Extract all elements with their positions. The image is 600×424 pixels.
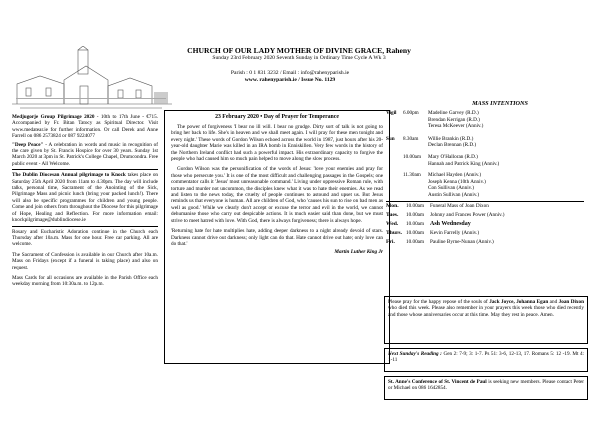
- mass-intention-name: Brendan Kerrigan (R.D.): [428, 116, 480, 123]
- mass-intention-row: [386, 192, 584, 199]
- mass-intention-name: Declan Brennan (R.D.): [428, 142, 477, 149]
- repose-names: Jack Joyce, Johanna Egan: [489, 299, 549, 305]
- page-title: CHURCH OF OUR LADY MOTHER OF DIVINE GRACE, Raheny: [187, 46, 411, 55]
- mass-intention-name: Ash Wednesday: [430, 221, 471, 227]
- medjugorje-notice: [12, 114, 158, 140]
- mass-intention-name: Joseph Kenna (10th Anniv.): [428, 178, 486, 185]
- mass-intention-name: Hannah and Patrick King (Anniv.): [428, 160, 500, 167]
- medjugorje-text: - 10th to 17th June - €715. Accompanied by Fr. Bitan Tatocy as Spiritual Director. Visit www.medatear.ie for further information. Or call Derek and Anne Farrell on 086 2573824 or 087 9224077: [12, 114, 158, 140]
- mass-intention-row: [386, 142, 584, 149]
- mass-intention-name: Austin Sullivan (Anniv.): [428, 192, 480, 198]
- rosary-notice: Rosary and Eucharistic Adoration continue in the Church each Thursday after 10a.m. Mass for one hour. Free car parking. All are welcome.: [12, 228, 158, 248]
- mass-intention-name: Pauline Byrne-Nunan (Anniv.): [430, 239, 494, 246]
- readings-label: Next Sunday's Reading :: [388, 351, 442, 357]
- mass-intention-row: [386, 230, 584, 237]
- mass-time: 8.30am: [403, 135, 419, 142]
- mass-day: Fri.: [386, 239, 395, 246]
- knock-title: The Dublin Diocesan Annual pilgrimage to Knock: [12, 172, 126, 179]
- reflection-quote: 'Returning hate for hate multiplies hate, adding deeper darkness to a night already devoid of stars. Darkness cannot drive out darkness; only light can do that. Hate cannot drive out hate; only love can do that.': [171, 228, 383, 247]
- contact-box: [172, 70, 408, 84]
- mass-intention-name: Willie Brankin (R.D.): [428, 135, 474, 142]
- mass-intention-row: [386, 117, 584, 124]
- mass-intention-name: Funeral Mass of Joan Dixon: [430, 202, 489, 209]
- mass-intention-name: Johnny and Frances Power (Anniv.): [430, 211, 505, 218]
- mass-intention-name: Teresa McKeever (Anniv.): [428, 123, 484, 130]
- reflection-paragraph-1: The power of forgiveness 'I bear no ill will. I bear no grudge. Dirty sort of talk is not going to bring her back to life. She's in heaven and we shall meet again. I will pray for these men tonight and every night.' These words of Gordon Wilson echoed across the world in 1987, just hours after his 20-year-old daughter Marie was killed in an IRA bomb in Enniskillen. Very few words in the history of the Northern Ireland conflict had such a powerful impact. His extraordinary capacity to forgive the people who had caused him so much pain helped to move along the slow process.: [171, 124, 383, 163]
- mass-intention-row: [386, 179, 584, 186]
- svdp-text: [388, 379, 584, 392]
- mass-time: 6.00pm: [403, 110, 419, 116]
- repose-pre: Please pray for the happy repose of the souls of: [388, 299, 490, 305]
- mass-intention-row: [386, 203, 584, 210]
- repose-name-2: Joan Dixon: [558, 299, 585, 305]
- mass-time: 10.00am: [406, 202, 425, 209]
- mass-intention-row: [386, 110, 584, 117]
- mass-intention-row: [386, 161, 584, 168]
- mass-intention-row: [386, 212, 584, 219]
- mass-intention-row: [386, 221, 584, 228]
- page-header: [168, 46, 430, 62]
- mass-intention-row: [386, 136, 584, 143]
- confession-notice: The Sacrament of Confession is available in our Church after 10a.m. Mass on Fridays (except if a funeral is taking place) and also on request.: [12, 251, 158, 271]
- deep-peace-title: "Deep Peace": [12, 141, 44, 148]
- repose-post: who died this week. Please also remember in your prayers this week those who died recently and those whose anniversaries occur at this time. May they rest in peace. Amen.: [388, 305, 584, 318]
- repose-box: [384, 296, 588, 344]
- mass-intention-name: Kevin Farrelly (Anniv.): [430, 230, 480, 237]
- repose-and: and: [548, 299, 559, 305]
- mass-intention-row: [386, 172, 584, 179]
- page-subtitle: Sunday 23rd February 2020 Seventh Sunday in Ordinary Time Cycle A Wk 3: [212, 55, 386, 61]
- readings-values: Gen 2: 7-9; 3: 1-7. Ps 51: 3-6, 12-13, 17. Romans 5: 12 -19. Mt 4: 1-11: [388, 351, 585, 364]
- mass-intentions-heading: MASS INTENTIONS: [472, 100, 528, 107]
- mass-time: 11.30am: [403, 172, 421, 179]
- mass-day: Tues.: [386, 211, 399, 218]
- mass-intention-name: Madeline Garvey (R.D.): [428, 110, 479, 116]
- contact-line-2: www. rahenyparish.ie / Issue No. 1129: [244, 77, 336, 83]
- repose-text: [388, 299, 584, 318]
- mass-time: 10.00am: [406, 230, 425, 237]
- readings-text: [388, 351, 584, 364]
- church-sketch: [12, 46, 172, 110]
- mass-intention-name: Michael Hayden (Anniv.): [428, 172, 482, 179]
- medjugorje-title: Medjugorje Group Pilgrimage 2020: [12, 114, 95, 120]
- mass-day: Sun: [386, 135, 395, 142]
- deep-peace-text: - A celebration in words and music in recognition of the care given by St. Francis Hospice for over 30 years. Sunday 1st March 2020 at 3pm in St. Patrick's College Chapel, Drumcondra. Free public event - All Welcome.: [12, 141, 159, 167]
- deep-peace-notice: [12, 142, 158, 168]
- mass-time: 10.00am: [406, 221, 425, 227]
- svdp-title: St. Anne's Conference of St. Vincent de Paul: [388, 379, 487, 385]
- mass-day: Mon.: [386, 202, 399, 209]
- mass-day: Wed.: [386, 221, 399, 227]
- quote-attribution: Martin Luther King Jr: [334, 249, 383, 256]
- mass-intention-row: [386, 154, 584, 161]
- reflection-heading: 23 February 2020 • Day of Prayer for Temperance: [215, 114, 339, 120]
- divider: [386, 201, 584, 202]
- mass-day: Thurs.: [386, 230, 403, 237]
- reflection-paragraph-2: Gordon Wilson was the personification of the words of Jesus: 'love your enemies and pray for those who persecute you.' It is one of the most difficult and challenging passages in the Gospels; one commentator calls it 'Jesus' most unreasonable command.' Living under oppressive Roman rule, with torture and murder not uncommon, the disciples knew what it was to hate their enemies. As we read and listen to the news today, the cruelty of people continues to astound and upset us. But Jesus reminds us that everyone is human. All are children of God, who 'causes his sun to rise on bad men as well as good.' While we clearly don't accept or excuse the terror and evil in the world, we cannot dehumanise those who carry out despicable actions. It is much easier said than done, but we must strive to meet hatred with love. With God, there is always forgiveness; there is always hope.: [171, 166, 383, 224]
- readings-box: [384, 348, 588, 372]
- mass-time: 10.00am: [403, 154, 422, 160]
- mass-intentions-list: [386, 108, 584, 292]
- mass-time: 10.00am: [406, 211, 425, 218]
- reflection-box: [164, 110, 390, 364]
- mass-intention-row: [386, 185, 584, 192]
- knock-notice: [12, 172, 158, 223]
- mass-cards-notice: Mass Cards for all occasions are available in the Parish Office each weekday morning from 10:30a.m. to 12p.m.: [12, 274, 158, 288]
- knock-text: takes place on Saturday 25th April 2020 from 11am to 4.30pm. The day will include talks, personal time, Sacrament of the Anointing of the Sick, Pilgrimage Mass and picnic lunch (bring your packed lunch!). There will also be specific programmes for children and young people. Come and join others from throughout the Diocese for this pilgrimage of Hope, Healing and Reflection. For more information email: knockpilgrimage@dublindiocese.ie: [12, 172, 159, 224]
- mass-intention-name: Mary O'Halloran (R.D.): [428, 154, 478, 160]
- mass-intention-row: [386, 239, 584, 246]
- mass-intentions-box: [384, 108, 588, 292]
- mass-intention-row: [386, 123, 584, 130]
- mass-day: Vigil: [386, 110, 397, 116]
- divider: [12, 169, 158, 170]
- contact-line-1: Parish : 0 1 831 3232 / Email : info@rahenyparish.ie: [230, 70, 350, 76]
- divider: [12, 226, 158, 227]
- left-column: [12, 114, 158, 290]
- church-illustration-icon: [12, 46, 172, 110]
- mass-time: 10.00am: [406, 239, 425, 246]
- svdp-body: is seeking new members. Please contact Peter or Michael on 086 1642854.: [388, 379, 585, 392]
- mass-intention-name: Con Sullivan (Anniv.): [428, 185, 474, 192]
- svdp-box: [384, 376, 588, 400]
